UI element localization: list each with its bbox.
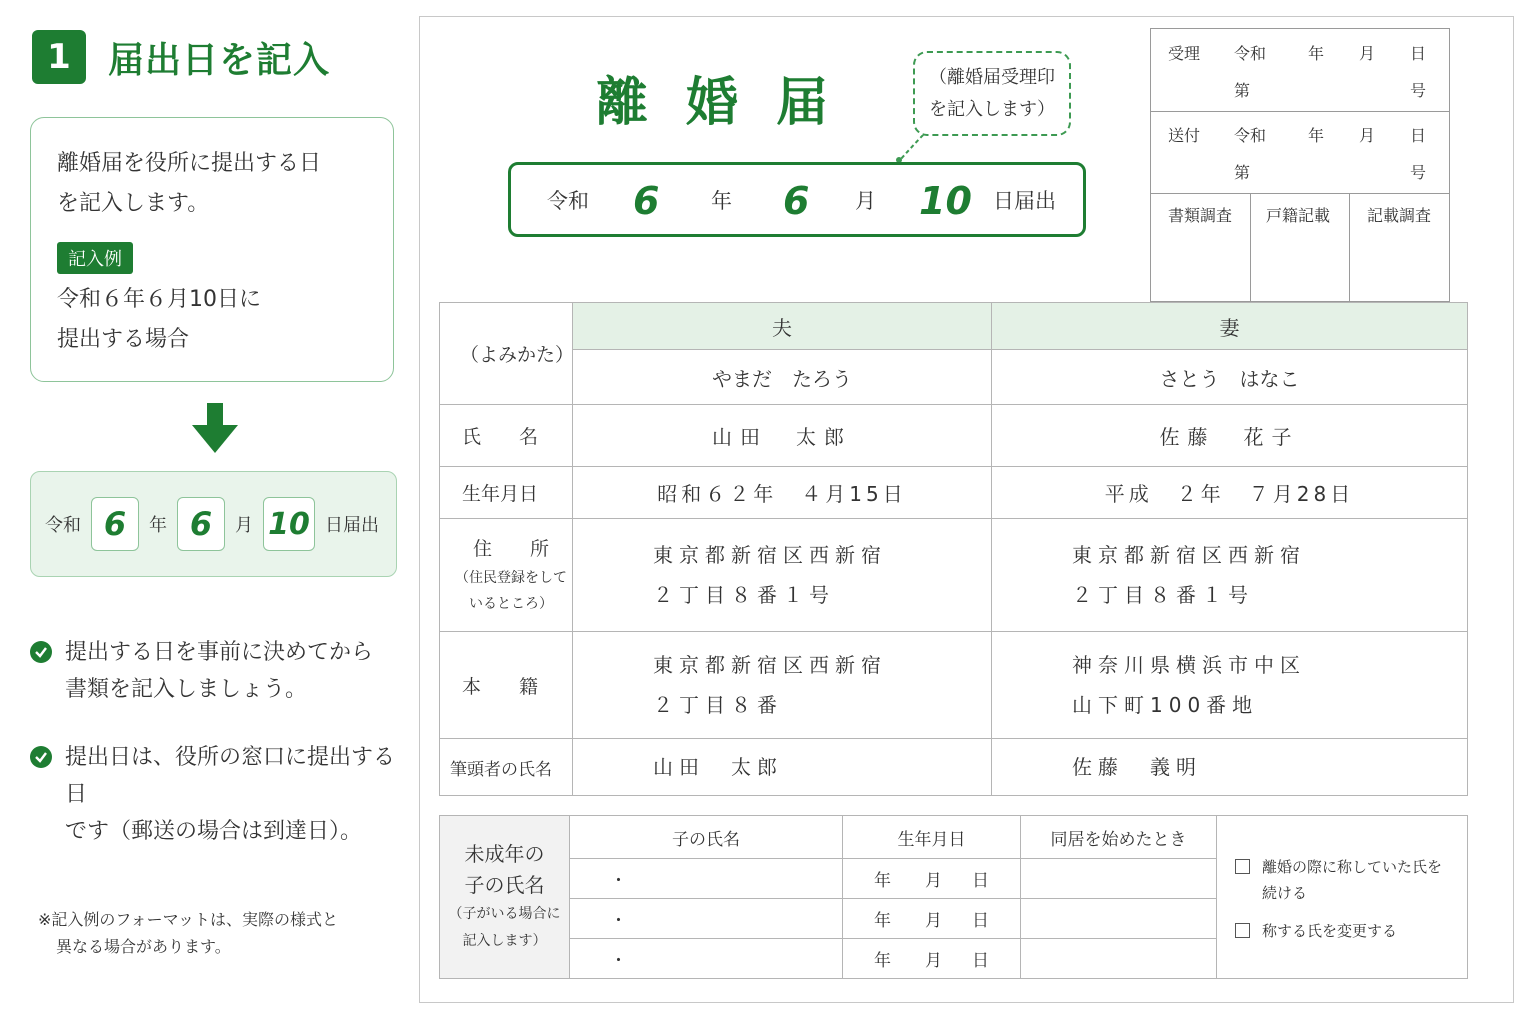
example-badge: 記入例: [57, 242, 133, 274]
month-label: 月: [1359, 44, 1376, 63]
surname-option-cell: [1217, 816, 1468, 979]
honseki-line: 神奈川県横浜市中区: [1072, 653, 1306, 677]
wife-name[interactable]: 佐藤 花子: [992, 405, 1468, 467]
down-arrow-icon: [190, 403, 240, 455]
example-date-box: [30, 471, 397, 577]
check-line: です（郵送の場合は到達日）。: [65, 819, 363, 844]
check-item: [30, 634, 410, 708]
month-label: 月: [925, 951, 942, 971]
year-label: 年: [1308, 126, 1325, 145]
month-value: 6: [177, 497, 225, 551]
husband-reading[interactable]: やまだ たろう: [573, 350, 992, 405]
address-line: 東京都新宿区西新宿: [1072, 543, 1306, 567]
bubble-line: （離婚届受理印: [929, 67, 1055, 88]
number-suffix: 号: [1410, 81, 1427, 100]
note-line: 異なる場合があります。: [56, 937, 231, 956]
cohabit-field[interactable]: [1021, 859, 1217, 899]
year-label: 年: [874, 951, 891, 971]
check-item: [30, 739, 410, 850]
spouse-info-table: [439, 302, 1468, 796]
husband-header: 夫: [573, 303, 992, 350]
children-sub-label: 記入します）: [462, 933, 547, 949]
description-line: を記入します。: [57, 191, 210, 216]
accepted-label: 受理: [1168, 44, 1201, 63]
example-text: [57, 280, 367, 360]
address-sub-label: いるところ）: [469, 595, 553, 612]
year-unit: 年: [149, 515, 167, 536]
day-unit: 日届出: [325, 515, 379, 536]
husband-dob[interactable]: 昭和６２年 ４月15日: [573, 467, 992, 519]
child-name-header: 子の氏名: [570, 816, 843, 859]
format-note: [38, 906, 368, 960]
keep-surname-checkbox[interactable]: [1235, 859, 1250, 874]
child-dob-field[interactable]: [843, 859, 1021, 899]
note-line: ※記入例のフォーマットは、実際の様式と: [38, 910, 338, 929]
month-value[interactable]: 6: [783, 179, 810, 223]
check-line: 書類を記入しましょう。: [65, 677, 308, 702]
receipt-box: [1150, 28, 1450, 302]
check-circle-icon: [30, 641, 52, 663]
divider: [1250, 193, 1251, 301]
sent-label: 送付: [1168, 126, 1201, 145]
month-label: 月: [925, 871, 942, 891]
step-title: 届出日を記入: [108, 39, 331, 81]
description-box: [30, 117, 394, 382]
year-label: 年: [874, 911, 891, 931]
wife-reading[interactable]: さとう はなこ: [992, 350, 1468, 405]
option-keep-surname[interactable]: [1235, 854, 1467, 906]
family-register-label: 戸籍記載: [1266, 206, 1331, 225]
month-unit: 月: [855, 189, 876, 213]
head-of-family-label: 筆頭者の氏名: [440, 739, 573, 796]
children-table: [439, 815, 1468, 979]
child-name-field[interactable]: ・: [570, 899, 843, 939]
era-label: 令和: [45, 515, 81, 536]
era-label: 令和: [1234, 44, 1267, 63]
year-unit: 年: [711, 189, 732, 213]
name-label: 氏 名: [440, 405, 573, 467]
address-label: 住 所: [472, 537, 549, 560]
children-label-cell: [440, 816, 570, 979]
filing-date-box[interactable]: [508, 162, 1086, 237]
year-label: 年: [874, 871, 891, 891]
cohabit-field[interactable]: [1021, 939, 1217, 979]
check-line: 提出する日を事前に決めてから: [65, 640, 374, 665]
wife-honseki[interactable]: [992, 632, 1468, 739]
child-name-field[interactable]: ・: [570, 939, 843, 979]
husband-head-of-family[interactable]: 山田 太郎: [573, 739, 992, 796]
day-unit: 日届出: [993, 189, 1056, 213]
divider: [1151, 111, 1449, 112]
option-text: [1262, 854, 1442, 906]
address-line: ２丁目８番１号: [1072, 583, 1254, 607]
month-unit: 月: [235, 515, 253, 536]
bubble-line: を記入します）: [929, 99, 1055, 120]
child-dob-field[interactable]: [843, 939, 1021, 979]
address-label-cell: [440, 519, 573, 632]
honseki-label: 本 籍: [440, 632, 573, 739]
honseki-line: 山下町100番地: [1072, 693, 1259, 717]
check-text: [65, 739, 410, 850]
divider: [1349, 193, 1350, 301]
wife-dob[interactable]: 平成 ２年 ７月28日: [992, 467, 1468, 519]
month-label: 月: [1359, 126, 1376, 145]
month-label: 月: [925, 911, 942, 931]
step-number: 1: [32, 30, 86, 84]
change-surname-checkbox[interactable]: [1235, 923, 1250, 938]
description-text: [57, 144, 367, 224]
day-label: 日: [1410, 126, 1427, 145]
day-label: 日: [1410, 44, 1427, 63]
dob-label: 生年月日: [440, 467, 573, 519]
example-line: 令和６年６月10日に: [57, 287, 261, 312]
children-label: 子の氏名: [464, 873, 545, 897]
year-value[interactable]: 6: [633, 179, 660, 223]
entry-check-label: 記載調査: [1367, 206, 1432, 225]
option-change-surname[interactable]: [1235, 920, 1467, 941]
husband-honseki[interactable]: [573, 632, 992, 739]
honseki-line: ２丁目８番: [653, 693, 783, 717]
step-header: [32, 30, 330, 84]
doc-check-label: 書類調査: [1168, 206, 1233, 225]
day-label: 日: [972, 911, 989, 931]
number-prefix: 第: [1234, 163, 1251, 182]
reading-label: （よみかた）: [440, 303, 573, 405]
year-label: 年: [1308, 44, 1325, 63]
era-label: 令和: [547, 189, 589, 213]
wife-address[interactable]: [992, 519, 1468, 632]
description-line: 離婚届を役所に提出する日: [57, 151, 322, 176]
stamp-note-bubble: [913, 51, 1071, 136]
option-line: 離婚の際に称していた氏を: [1262, 857, 1443, 876]
number-prefix: 第: [1234, 81, 1251, 100]
era-label: 令和: [1234, 126, 1267, 145]
number-suffix: 号: [1410, 163, 1427, 182]
day-value[interactable]: 10: [919, 179, 972, 223]
form-title: 離婚届: [596, 73, 867, 133]
wife-header: 妻: [992, 303, 1468, 350]
honseki-line: 東京都新宿区西新宿: [653, 653, 887, 677]
divider: [1151, 193, 1449, 194]
check-text: [65, 634, 410, 708]
address-line: ２丁目８番１号: [653, 583, 835, 607]
example-line: 提出する場合: [57, 327, 190, 352]
children-sub-label: （子がいる場合に: [448, 906, 561, 922]
check-circle-icon: [30, 746, 52, 768]
wife-head-of-family[interactable]: 佐藤 義明: [992, 739, 1468, 796]
cohabit-field[interactable]: [1021, 899, 1217, 939]
children-label: 未成年の: [464, 842, 545, 866]
option-line: 称する氏を変更する: [1262, 921, 1398, 940]
day-label: 日: [972, 871, 989, 891]
day-label: 日: [972, 951, 989, 971]
child-dob-header: 生年月日: [843, 816, 1021, 859]
child-dob-field[interactable]: [843, 899, 1021, 939]
address-line: 東京都新宿区西新宿: [653, 543, 887, 567]
husband-address[interactable]: [573, 519, 992, 632]
day-value: 10: [263, 497, 315, 551]
year-value: 6: [91, 497, 139, 551]
option-line: 続ける: [1262, 883, 1308, 902]
child-name-field[interactable]: ・: [570, 859, 843, 899]
cohabit-header: 同居を始めたとき: [1021, 816, 1217, 859]
address-sub-label: （住民登録をして: [455, 569, 567, 586]
check-line: 提出日は、役所の窓口に提出する日: [65, 745, 396, 807]
husband-name[interactable]: 山田 太郎: [573, 405, 992, 467]
